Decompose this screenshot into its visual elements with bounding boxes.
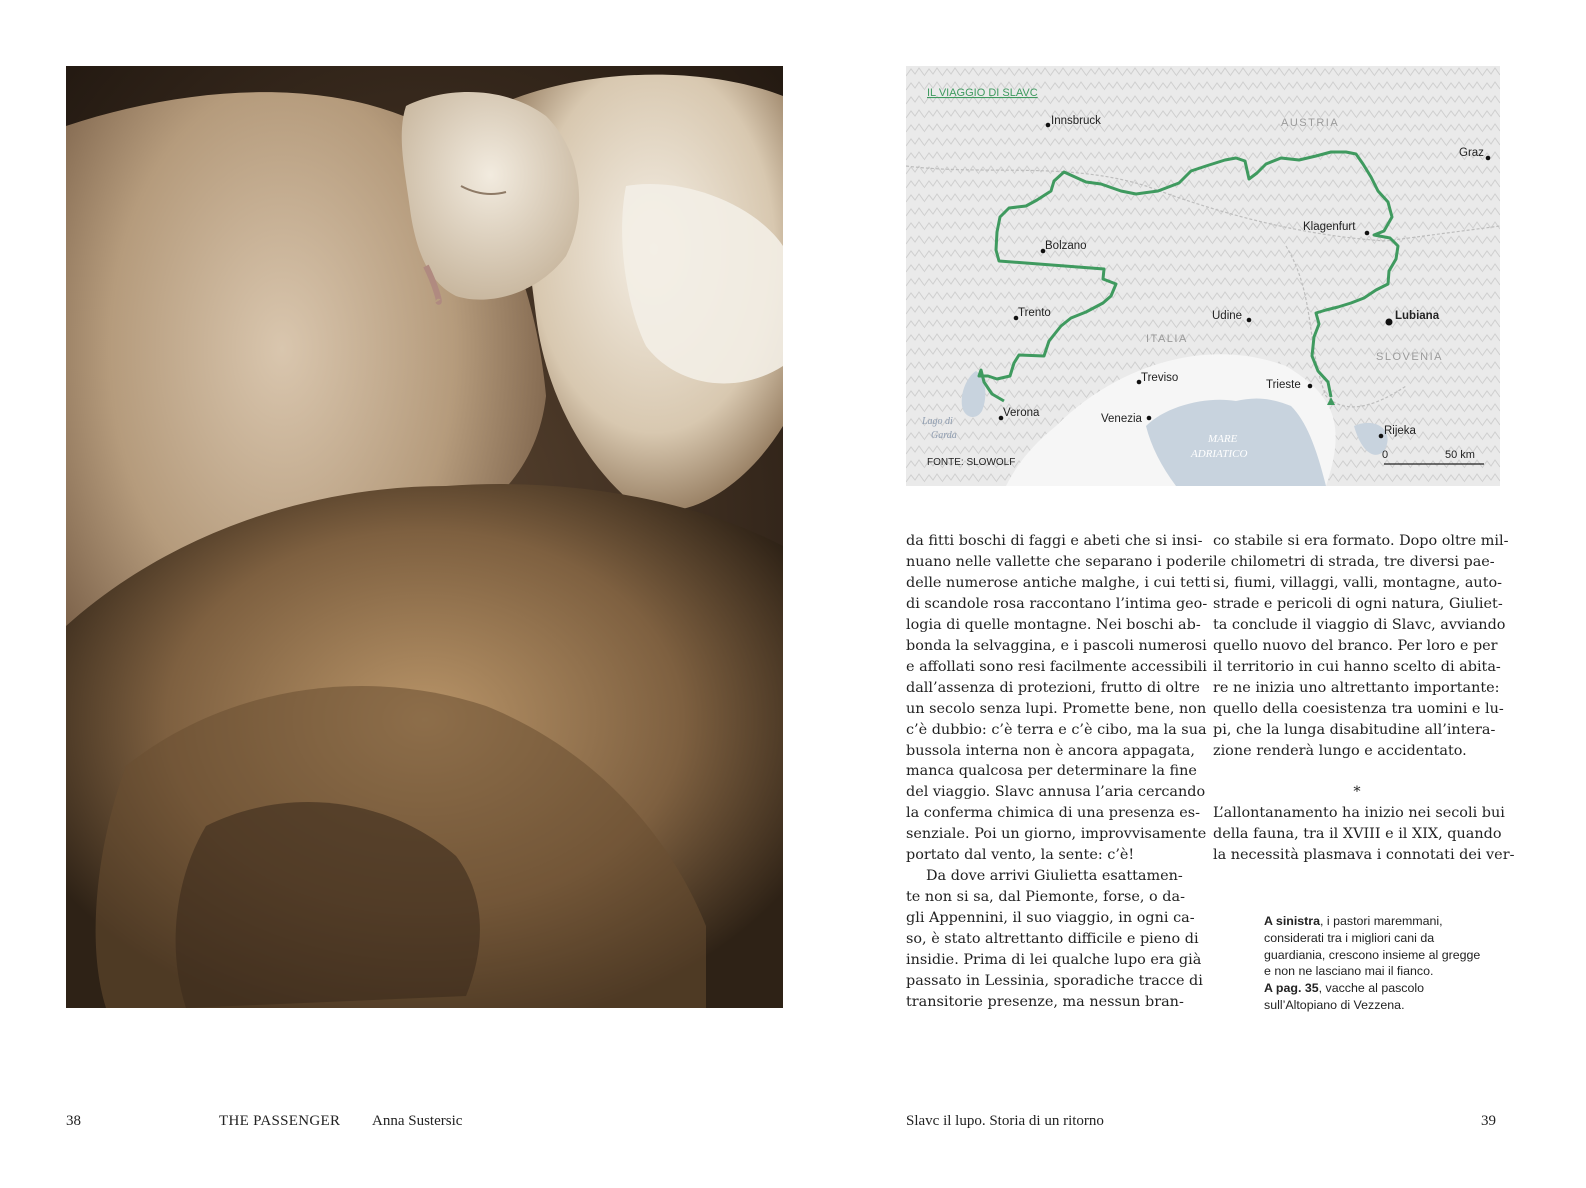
article-title: Slavc il lupo. Storia di un ritorno [906,1113,1104,1129]
text-line: ta conclude il viaggio di Slavc, avviando [1213,616,1506,633]
text-line: quello nuovo del branco. Per loro e per [1213,637,1498,654]
map-title: IL VIAGGIO DI SLAVC [927,87,1038,99]
text-line: la conferma chimica di una presenza es- [906,805,1201,822]
text-line: bussola interna non è ancora appagata, [906,742,1195,759]
city-treviso: Treviso [1141,372,1179,384]
caption-ref-left: A sinistra [1264,914,1321,928]
scale-zero: 0 [1382,449,1389,461]
country-label-austria: AUSTRIA [1281,117,1340,129]
country-label-slovenia: SLOVENIA [1376,351,1444,363]
map-source: FONTE: SLOWOLF [927,457,1016,468]
text-line: delle numerose antiche malghe, i cui tetti [906,574,1211,591]
text-line: passato in Lessinia, sporadiche tracce di [906,973,1203,990]
text-line: manca qualcosa per determinare la fine [906,763,1197,780]
city-udine: Udine [1212,310,1243,322]
text-line: Da dove arrivi Giulietta esattamen- [926,868,1183,885]
text-line: quello della coesistenza tra uomini e lu- [1213,700,1504,717]
caption-text: e non ne lasciano mai il fianco. [1264,964,1434,979]
page-number-right: 39 [1481,1113,1496,1129]
city-lubiana: Lubiana [1395,310,1440,322]
city-innsbruck: Innsbruck [1051,115,1101,127]
city-klagenfurt: Klagenfurt [1303,221,1356,233]
photo-caption [1264,913,1504,1014]
sea-label-1: MARE [1208,433,1238,445]
slavc-journey-map [906,66,1500,486]
text-line: c’è dubbio: c’è terra e c’è cibo, ma la sua [906,721,1207,738]
text-line: gli Appennini, il suo viaggio, in ogni ca- [906,910,1195,927]
caption-text: , vacche al pascolo [1318,981,1425,996]
text-line: portato dal vento, la sente: c’è! [906,847,1135,864]
text-line: il territorio in cui hanno scelto di abita- [1213,658,1501,675]
section-separator: * [1353,784,1361,801]
text-line: e affollati sono resi facilmente accessibili [906,658,1207,675]
sea-label-2: ADRIATICO [1191,448,1248,460]
city-trieste: Trieste [1266,379,1301,391]
text-line: la necessità plasmava i connotati dei ver- [1213,847,1515,864]
magazine-name: THE PASSENGER [219,1113,341,1129]
text-line: nuano nelle vallette che separano i poderi [906,553,1214,570]
text-line: transitorie presenze, ma nessun bran- [906,993,1184,1010]
text-line: so, è stato altrettanto difficile e pieno di [906,931,1199,948]
text-line: co stabile si era formato. Dopo oltre mil- [1213,533,1509,549]
caption-text: considerati tra i migliori cani da [1264,930,1435,945]
text-line: logia di quelle montagne. Nei boschi ab- [906,616,1201,633]
caption-text: , i pastori maremmani, [1320,914,1443,928]
text-line: un secolo senza lupi. Promette bene, non [906,700,1207,717]
author-name: Anna Sustersic [372,1113,463,1129]
text-line: insidie. Prima di lei qualche lupo era già [906,952,1202,969]
article-column-2 [1213,531,1515,866]
city-graz: Graz [1459,147,1484,159]
text-line: le chilometri di strada, tre diversi pae- [1213,553,1495,570]
text-line: senziale. Poi un giorno, improvvisamente [906,826,1207,843]
city-venezia: Venezia [1101,413,1142,425]
country-label-italia: ITALIA [1146,333,1188,345]
text-line: della fauna, tra il XVIII e il XIX, quando [1213,826,1502,843]
city-trento: Trento [1018,307,1051,319]
caption-text: guardiania, crescono insieme al gregge [1264,947,1481,962]
city-bolzano: Bolzano [1045,240,1087,252]
caption-text: sull’Altopiano di Vezzena. [1264,997,1405,1012]
city-rijeka: Rijeka [1384,425,1416,437]
page-number-left: 38 [66,1113,81,1129]
caption-ref-page: A pag. 35 [1264,981,1319,996]
text-line: re ne inizia uno altrettanto importante: [1213,679,1500,696]
text-line: di scandole rosa raccontano l’intima geo- [906,595,1208,612]
text-line: da fitti boschi di faggi e abeti che si insi- [906,533,1203,549]
text-line: te non si sa, dal Piemonte, forse, o da- [906,889,1185,906]
text-line: zione renderà lungo e accidentato. [1213,742,1467,759]
text-line: del viaggio. Slavc annusa l’aria cercando [906,784,1206,801]
text-line: L’allontanamento ha inizio nei secoli bui [1213,805,1505,822]
city-verona: Verona [1003,407,1040,419]
text-line: si, fiumi, villaggi, valli, montagne, auto- [1213,574,1503,591]
lambs-and-dog-photo [66,66,783,1008]
lake-label-2: Garda [931,430,957,441]
text-line: bonda la selvaggina, e i pascoli numerosi [906,637,1207,654]
text-line: dall’assenza di protezioni, frutto di oltre [906,679,1200,696]
text-line: strade e pericoli di ogni natura, Giuliet- [1213,595,1503,612]
lake-label-1: Lago di [922,416,953,427]
article-column-1 [906,531,1214,1013]
scale-max: 50 km [1445,449,1475,461]
text-line: pi, che la lunga disabitudine all’intera- [1213,721,1496,738]
